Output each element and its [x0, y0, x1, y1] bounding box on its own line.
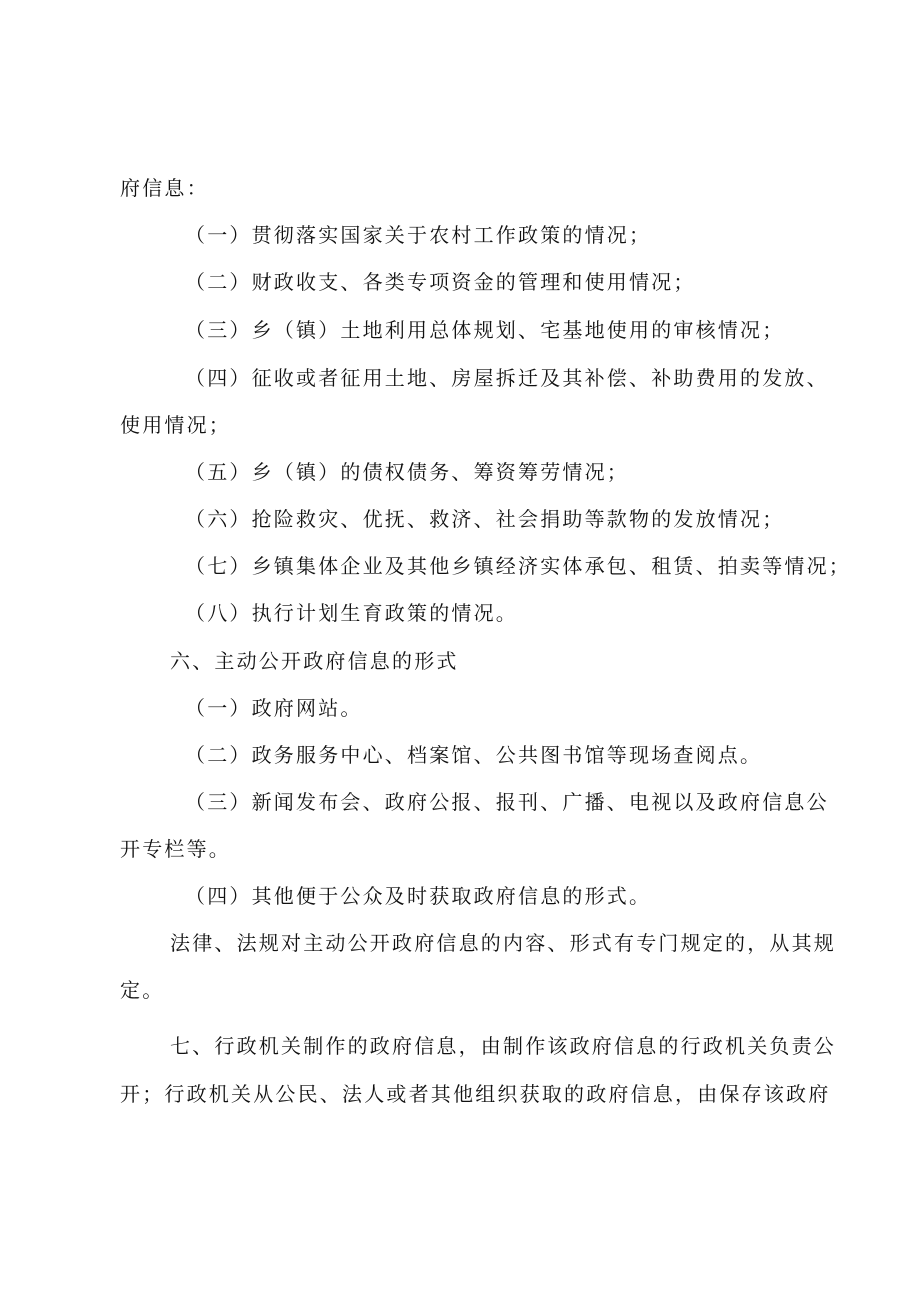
text-line: （四）其他便于公众及时获取政府信息的形式。 — [185, 884, 652, 908]
text-line: 开；行政机关从公民、法人或者其他组织获取的政府信息，由保存该政府 — [120, 1082, 831, 1106]
section-heading: 六、主动公开政府信息的形式 — [170, 649, 459, 673]
text-line: （一）政府网站。 — [185, 696, 363, 720]
text-line: （二）政务服务中心、档案馆、公共图书馆等现场查阅点。 — [185, 743, 763, 767]
text-line: （五）乡（镇）的债权债务、筹资筹劳情况； — [185, 460, 629, 484]
text-line: （八）执行计划生育政策的情况。 — [185, 601, 518, 625]
text-line: 使用情况； — [120, 413, 231, 437]
text-line: （三）新闻发布会、政府公报、报刊、广播、电视以及政府信息公 — [185, 790, 829, 814]
text-line: （一）贯彻落实国家关于农村工作政策的情况； — [185, 223, 652, 247]
text-line: 定。 — [120, 978, 165, 1002]
text-line: 开专栏等。 — [120, 837, 231, 861]
text-line: （二）财政收支、各类专项资金的管理和使用情况； — [185, 270, 696, 294]
text-line: （四）征收或者征用土地、房屋拆迁及其补偿、补助费用的发放、 — [185, 366, 829, 390]
text-line: （六）抢险救灾、优抚、救济、社会捐助等款物的发放情况； — [185, 507, 785, 531]
text-line: （三）乡（镇）土地利用总体规划、宅基地使用的审核情况； — [185, 318, 785, 342]
text-line: （七）乡镇集体企业及其他乡镇经济实体承包、租赁、拍卖等情况； — [185, 554, 851, 578]
text-line: 府信息： — [120, 176, 209, 200]
text-line: 法律、法规对主动公开政府信息的内容、形式有专门规定的，从其规 — [170, 931, 836, 955]
text-line: 七、行政机关制作的政府信息，由制作该政府信息的行政机关负责公 — [170, 1034, 836, 1058]
